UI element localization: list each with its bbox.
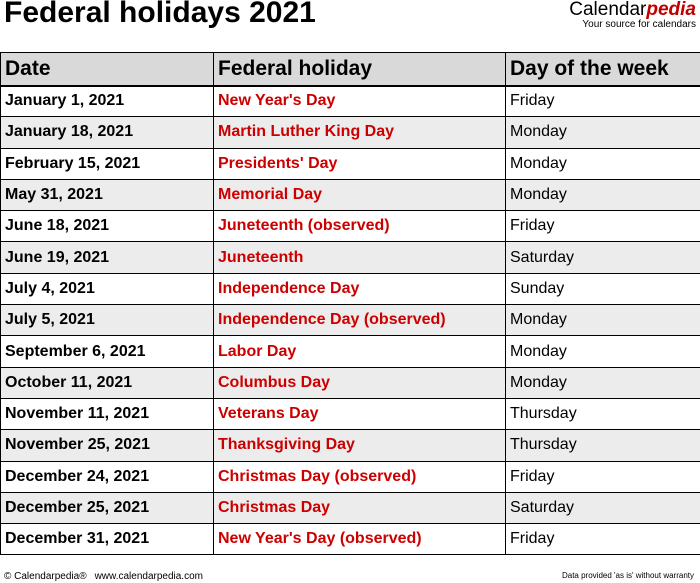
table-row <box>1 117 700 148</box>
table-row <box>1 524 700 555</box>
date-cell: November 25, 2021 <box>1 430 214 461</box>
table-row <box>1 367 700 398</box>
holidays-table-body <box>1 86 700 555</box>
column-header-weekday: Day of the week <box>506 53 700 86</box>
date-cell: May 31, 2021 <box>1 179 214 210</box>
holiday-cell: Labor Day <box>214 336 506 367</box>
holiday-cell: Presidents' Day <box>214 148 506 179</box>
weekday-cell: Friday <box>506 211 700 242</box>
footer-copyright: © Calendarpedia® <box>4 571 87 582</box>
footer-disclaimer: Data provided 'as is' without warranty <box>561 571 694 580</box>
date-cell: October 11, 2021 <box>1 367 214 398</box>
calendarpedia-logo[interactable] <box>569 0 696 30</box>
table-row <box>1 398 700 429</box>
date-cell: July 5, 2021 <box>1 305 214 336</box>
holiday-cell: New Year's Day (observed) <box>214 524 506 555</box>
table-row <box>1 273 700 304</box>
weekday-cell: Monday <box>506 367 700 398</box>
table-row <box>1 242 700 273</box>
table-row <box>1 86 700 117</box>
date-cell: December 31, 2021 <box>1 524 214 555</box>
weekday-cell: Thursday <box>506 398 700 429</box>
table-row <box>1 336 700 367</box>
date-cell: February 15, 2021 <box>1 148 214 179</box>
holiday-cell: Veterans Day <box>214 398 506 429</box>
holiday-cell: Juneteenth (observed) <box>214 211 506 242</box>
table-row <box>1 492 700 523</box>
logo-tagline: Your source for calendars <box>582 19 696 30</box>
table-header-row <box>1 53 700 86</box>
holiday-cell: Christmas Day <box>214 492 506 523</box>
footer-left <box>4 571 203 582</box>
table-row <box>1 148 700 179</box>
date-cell: January 1, 2021 <box>1 86 214 117</box>
date-cell: June 19, 2021 <box>1 242 214 273</box>
date-cell: September 6, 2021 <box>1 336 214 367</box>
weekday-cell: Friday <box>506 524 700 555</box>
table-row <box>1 461 700 492</box>
holiday-cell: Memorial Day <box>214 179 506 210</box>
weekday-cell: Monday <box>506 148 700 179</box>
weekday-cell: Friday <box>506 461 700 492</box>
table-row <box>1 430 700 461</box>
footer-website-link[interactable]: www.calendarpedia.com <box>94 571 203 582</box>
date-cell: November 11, 2021 <box>1 398 214 429</box>
holiday-cell: Independence Day <box>214 273 506 304</box>
weekday-cell: Monday <box>506 117 700 148</box>
logo-wordmark-part1: Calendar <box>569 0 647 20</box>
logo-wordmark-part2: pedia <box>646 0 696 20</box>
weekday-cell: Thursday <box>506 430 700 461</box>
holiday-cell: Independence Day (observed) <box>214 305 506 336</box>
table-row <box>1 179 700 210</box>
page-title: Federal holidays 2021 <box>4 0 316 29</box>
holidays-table <box>0 52 700 555</box>
weekday-cell: Friday <box>506 86 700 117</box>
weekday-cell: Monday <box>506 305 700 336</box>
holiday-cell: Christmas Day (observed) <box>214 461 506 492</box>
holiday-cell: Thanksgiving Day <box>214 430 506 461</box>
holiday-cell: Martin Luther King Day <box>214 117 506 148</box>
date-cell: July 4, 2021 <box>1 273 214 304</box>
weekday-cell: Monday <box>506 336 700 367</box>
date-cell: December 25, 2021 <box>1 492 214 523</box>
holiday-cell: New Year's Day <box>214 86 506 117</box>
weekday-cell: Saturday <box>506 242 700 273</box>
column-header-holiday: Federal holiday <box>214 53 506 86</box>
weekday-cell: Saturday <box>506 492 700 523</box>
table-row <box>1 305 700 336</box>
holiday-cell: Columbus Day <box>214 367 506 398</box>
column-header-date: Date <box>1 53 214 86</box>
table-row <box>1 211 700 242</box>
weekday-cell: Monday <box>506 179 700 210</box>
date-cell: June 18, 2021 <box>1 211 214 242</box>
date-cell: December 24, 2021 <box>1 461 214 492</box>
weekday-cell: Sunday <box>506 273 700 304</box>
holiday-cell: Juneteenth <box>214 242 506 273</box>
date-cell: January 18, 2021 <box>1 117 214 148</box>
logo-wordmark <box>569 0 696 20</box>
